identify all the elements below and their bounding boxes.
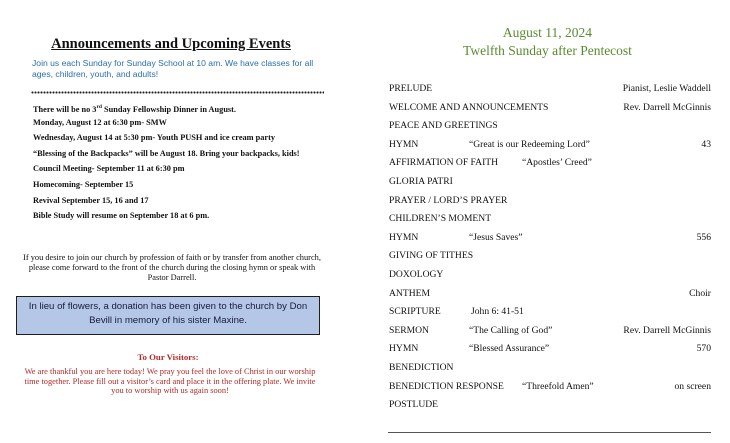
event-text: There will be no 3	[33, 104, 97, 114]
event-text: Revival September 15, 16 and 17	[33, 195, 149, 205]
worship-element: BENEDICTION	[389, 361, 454, 373]
worship-element: PEACE AND GREETINGS	[389, 120, 498, 132]
worship-element: ANTHEM	[389, 287, 431, 299]
event-text: Bible Study will resume on September 18 at 6 pm.	[33, 211, 210, 221]
worship-row	[389, 250, 711, 269]
event-item	[33, 133, 333, 149]
worship-element: CHILDREN’S MOMENT	[389, 213, 492, 225]
worship-detail: “Great is our Redeeming Lord”	[469, 138, 590, 150]
event-item	[33, 102, 333, 118]
announcements-title: Announcements and Upcoming Events	[51, 36, 291, 52]
worship-row	[389, 343, 711, 362]
worship-element: HYMN	[389, 231, 419, 243]
worship-row	[389, 213, 711, 232]
worship-element: HYMN	[389, 138, 419, 150]
order-of-worship	[389, 83, 711, 418]
sunday-school-note: Join us each Sunday for Sunday School at 10 am. We have classes for all ages, children, youth, and adults!	[32, 58, 314, 79]
worship-row	[389, 176, 711, 195]
worship-element: PRELUDE	[389, 83, 433, 94]
worship-element: WELCOME AND ANNOUNCEMENTS	[389, 101, 549, 113]
worship-row	[389, 325, 711, 344]
worship-leader-or-number: on screen	[674, 380, 711, 392]
worship-element: HYMN	[389, 343, 419, 355]
worship-detail: “Apostles’ Creed”	[522, 157, 592, 169]
event-text-cont: Sunday Fellowship Dinner in August.	[101, 104, 236, 114]
worship-row	[389, 381, 711, 400]
worship-row	[389, 399, 711, 418]
worship-leader-or-number: 570	[696, 343, 711, 355]
visitors-message: We are thankful you are here today! We pray you feel the love of Christ in our worship time together. Please fill out a visitor’s card and place it in the offering plate. We invite you to worship with us again soon!	[24, 367, 316, 396]
event-item	[33, 118, 333, 134]
worship-leader-or-number: Pianist, Leslie Waddell	[622, 83, 711, 94]
worship-detail: “Jesus Saves”	[469, 231, 523, 243]
event-item	[33, 180, 333, 196]
worship-element: SERMON	[389, 324, 429, 336]
visitors-title: To Our Visitors:	[137, 352, 199, 362]
worship-detail: “Threefold Amen”	[522, 380, 594, 392]
liturgical-day: Twelfth Sunday after Pentecost	[463, 43, 632, 58]
event-item	[33, 196, 333, 212]
worship-row	[389, 83, 711, 102]
event-text: Council Meeting- September 11 at 6:30 pm	[33, 164, 185, 174]
worship-row	[389, 157, 711, 176]
worship-element: DOXOLOGY	[389, 268, 444, 280]
worship-row	[389, 362, 711, 381]
event-text: Homecoming- September 15	[33, 179, 134, 189]
worship-element: AFFIRMATION OF FAITH	[389, 157, 499, 169]
worship-detail: “Blessed Assurance”	[469, 343, 550, 355]
worship-row	[389, 102, 711, 121]
worship-row	[389, 269, 711, 288]
event-text: Monday, August 12 at 6:30 pm- SMW	[33, 117, 167, 127]
worship-element: POSTLUDE	[389, 399, 439, 411]
worship-detail: John 6: 41-51	[471, 306, 524, 318]
announcements-page	[0, 0, 350, 443]
service-date: August 11, 2024	[502, 25, 593, 40]
bottom-rule	[388, 432, 711, 433]
worship-leader-or-number: Rev. Darrell McGinnis	[623, 101, 711, 113]
worship-element: GLORIA PATRI	[389, 175, 453, 187]
event-text: “Blessing of the Backpacks” will be August 18. Bring your backpacks, kids!	[33, 148, 300, 158]
worship-leader-or-number: 43	[701, 138, 711, 150]
worship-row	[389, 120, 711, 139]
dotted-divider	[31, 91, 324, 94]
flowers-memorial-box: In lieu of flowers, a donation has been given to the church by Don Bevill in memory of his sister Maxine.	[16, 296, 320, 335]
worship-detail: “The Calling of God”	[469, 324, 553, 336]
events-list	[33, 102, 333, 227]
worship-row	[389, 139, 711, 158]
worship-element: PRAYER / LORD’S PRAYER	[389, 194, 508, 206]
event-item	[33, 149, 333, 165]
worship-leader-or-number: Rev. Darrell McGinnis	[623, 324, 711, 336]
membership-note: If you desire to join our church by profession of faith or by transfer from another church, please come forward to the front of the church during the closing hymn or speak with Pastor Darrell.	[23, 253, 321, 282]
event-text: Wednesday, August 14 at 5:30 pm- Youth PUSH and ice cream party	[33, 133, 276, 143]
event-item	[33, 164, 333, 180]
worship-element: GIVING OF TITHES	[389, 250, 474, 262]
worship-row	[389, 306, 711, 325]
event-ordinal: rd	[96, 104, 102, 110]
worship-leader-or-number: 556	[696, 231, 711, 243]
worship-element: SCRIPTURE	[389, 306, 441, 318]
worship-row	[389, 232, 711, 251]
event-item	[33, 211, 333, 227]
worship-row	[389, 195, 711, 214]
worship-leader-or-number: Choir	[689, 287, 711, 299]
worship-row	[389, 288, 711, 307]
worship-element: BENEDICTION RESPONSE	[389, 380, 504, 392]
